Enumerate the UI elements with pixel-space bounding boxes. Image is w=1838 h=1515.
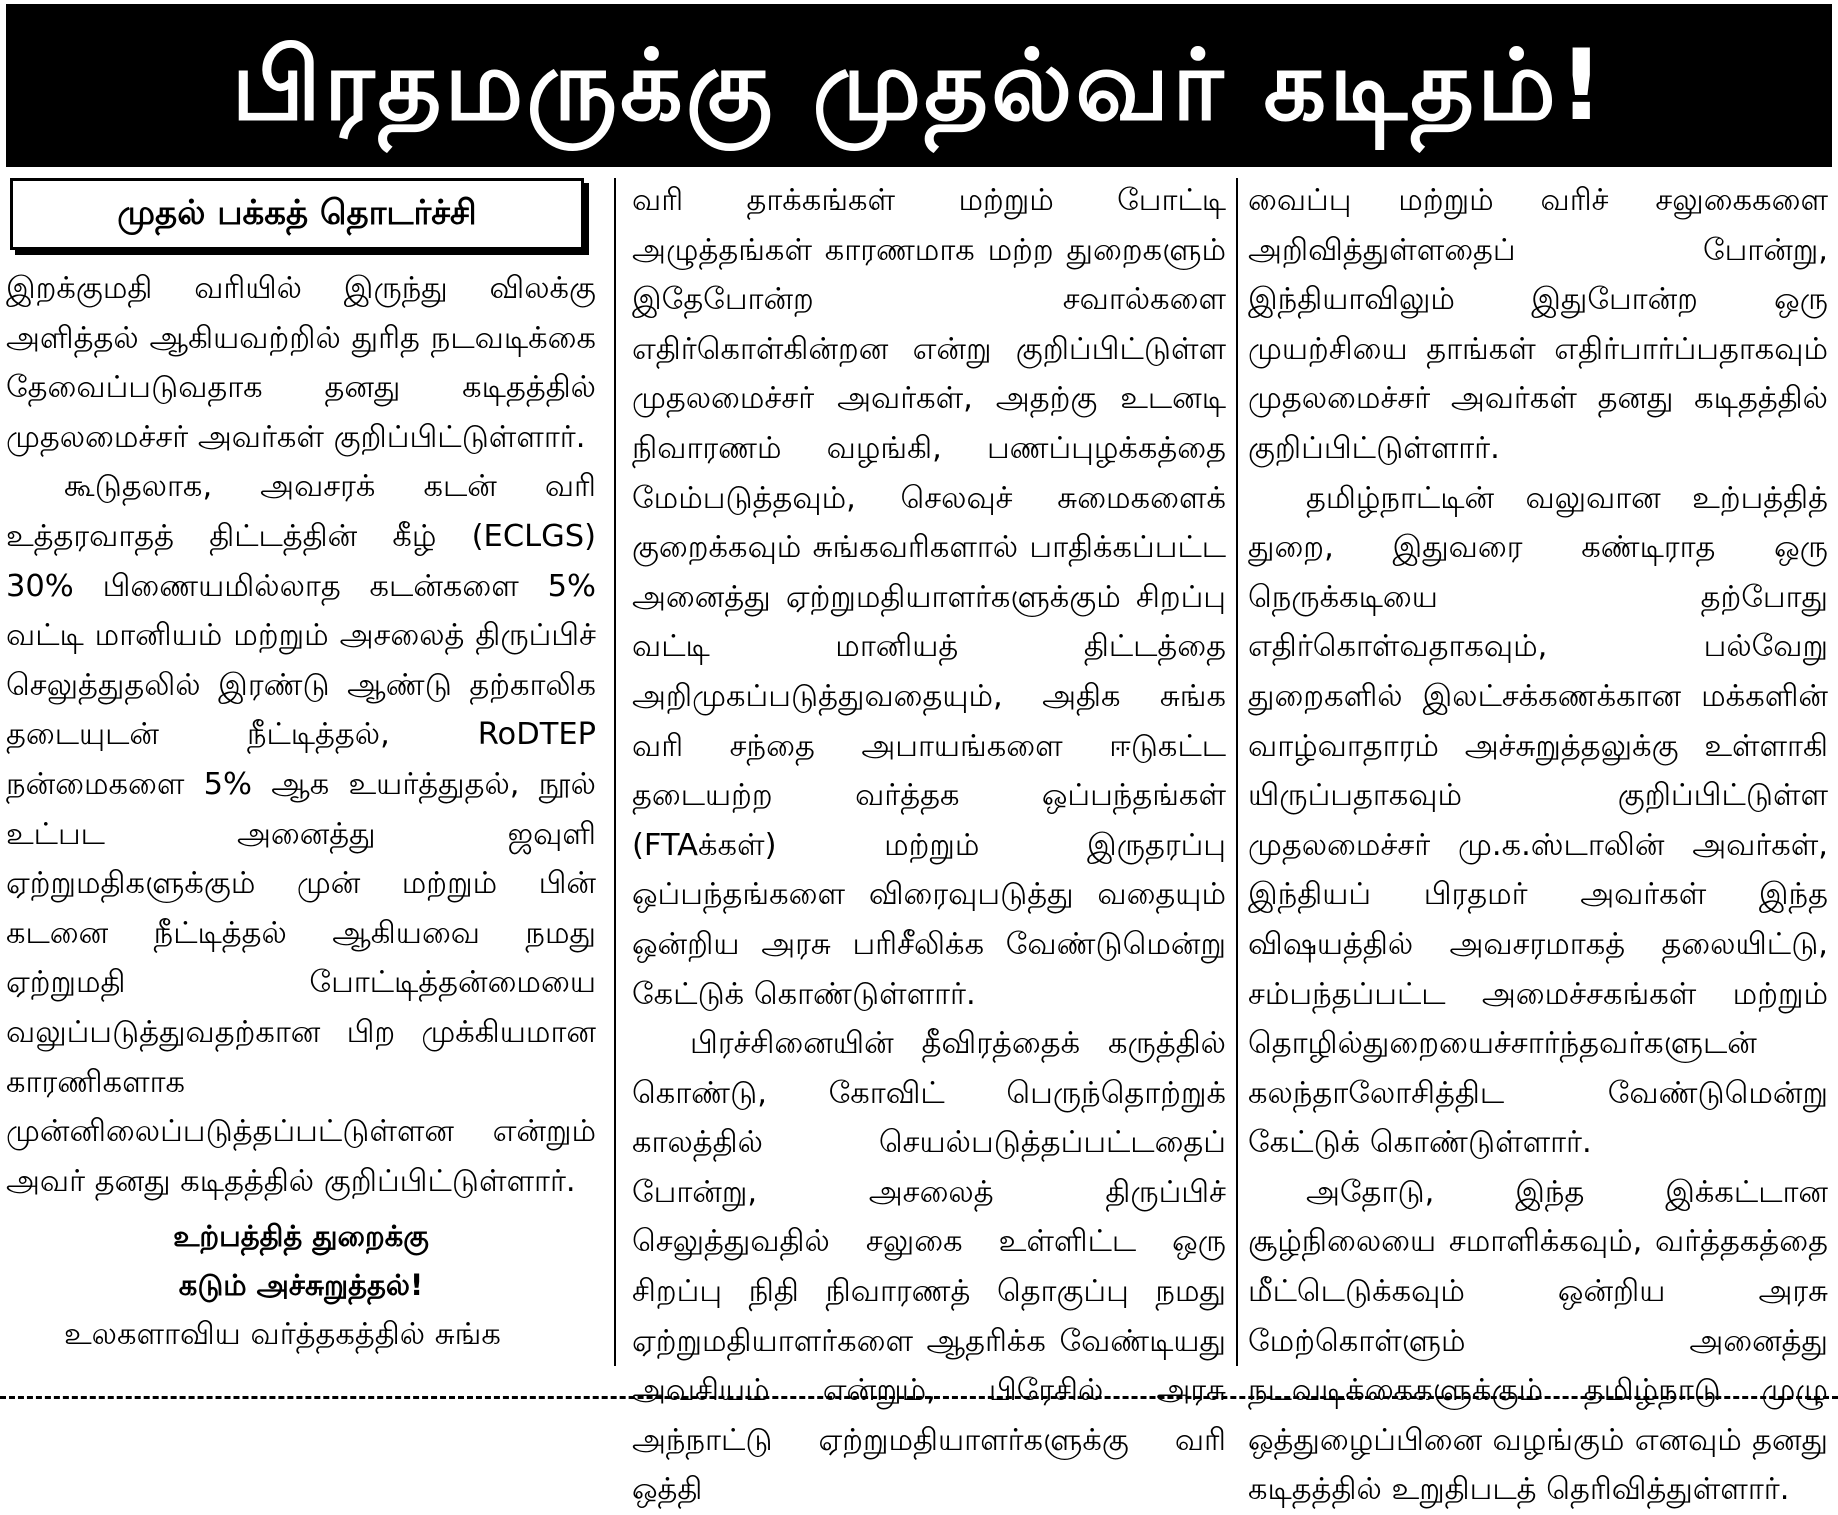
continued-from-front-page-label: முதல் பக்கத் தொடர்ச்சி (10, 178, 584, 250)
paragraph: வைப்பு மற்றும் வரிச் சலுகைகளை அறிவித்துள்ளதைப் போன்று, இந்தியாவிலும் இதுபோன்ற ஒரு முயற்சியை தாங்கள் எதிர்பார்ப்பதாகவும் முதலமைச்சர் அவர்கள் தனது கடிதத்தில் குறிப்பிட்டுள்ளார். (1248, 183, 1828, 466)
column-divider (614, 178, 616, 1366)
column-3 (1248, 176, 1828, 1515)
paragraph: இறக்குமதி வரியில் இருந்து விலக்கு அளித்தல் ஆகியவற்றில் துரித நடவடிக்கை தேவைப்படுவதாக தனது கடிதத்தில் முதலமைச்சர் அவர்கள் குறிப்பிட்டுள்ளார். (6, 271, 596, 455)
headline-banner (6, 4, 1832, 167)
subheading-line-1: உற்பத்தித் துறைக்கு (173, 1219, 429, 1254)
subheading-line-2: கடும் அச்சுறுத்தல்! (178, 1268, 424, 1303)
headline: பிரதமருக்கு முதல்வர் கடிதம்! (231, 28, 1607, 143)
paragraph: அதோடு, இந்த இக்கட்டான சூழ்நிலையை சமாளிக்கவும், வர்த்தகத்தை மீட்டெடுக்கவும் ஒன்றிய அரசு மேற்கொள்ளும் அனைத்து நடவடிக்கைகளுக்கும் தமிழ்நாடு முழு ஒத்துழைப்பினை வழங்கும் எனவும் தனது கடிதத்தில் உறுதிபடத் தெரிவித்துள்ளார். (1248, 1174, 1828, 1508)
column-1 (6, 178, 596, 1360)
paragraph: உலகளாவிய வர்த்தகத்தில் சுங்க (64, 1317, 501, 1353)
paragraph: கூடுதலாக, அவசரக் கடன் வரி உத்தரவாதத் திட்டத்தின் கீழ் (ECLGS) 30% பிணையமில்லாத கடன்களை 5% வட்டி மானியம் மற்றும் அசலைத் திருப்பிச் செலுத்துதலில் இரண்டு ஆண்டு தற்காலிக தடையுடன் நீட்டித்தல், RoDTEP நன்மைகளை 5% ஆக உயர்த்துதல், நூல் உட்பட அனைத்து ஜவுளி ஏற்றுமதிகளுக்கும் முன் மற்றும் பின் கடனை நீட்டித்தல் ஆகியவை நமது ஏற்றுமதி போட்டித்தன்மையை வலுப்படுத்துவதற்கான பிற முக்கியமான காரணிகளாக முன்னிலைப்படுத்தப்பட்டுள்ளன என்றும் அவர் தனது கடிதத்தில் குறிப்பிட்டுள்ளார். (6, 469, 596, 1199)
paragraph: பிரச்சினையின் தீவிரத்தைக் கருத்தில் கொண்டு, கோவிட் பெருந்தொற்றுக் காலத்தில் செயல்படுத்தப்பட்டதைப் போன்று, அசலைத் திருப்பிச் செலுத்துவதில் சலுகை உள்ளிட்ட ஒரு சிறப்பு நிதி நிவாரணத் தொகுப்பு நமது ஏற்றுமதியாளர்களை ஆதரிக்க வேண்டியது அவசியம் என்றும், பிரேசில் அரசு அந்நாட்டு ஏற்றுமதியாளர்களுக்கு வரி ஒத்தி (632, 1026, 1226, 1508)
paragraph: வரி தாக்கங்கள் மற்றும் போட்டி அழுத்தங்கள் காரணமாக மற்ற துறைகளும் இதேபோன்ற சவால்களை எதிர்கொள்கின்றன என்று குறிப்பிட்டுள்ள முதலமைச்சர் அவர்கள், அதற்கு உடனடி நிவாரணம் வழங்கி, பணப்புழக்கத்தை மேம்படுத்தவும், செலவுச் சுமைகளைக் குறைக்கவும் சுங்கவரிகளால் பாதிக்கப்பட்ட அனைத்து ஏற்றுமதியாளர்களுக்கும் சிறப்பு வட்டி மானியத் திட்டத்தை அறிமுகப்படுத்துவதையும், அதிக சுங்க வரி சந்தை அபாயங்களை ஈடுகட்ட தடையற்ற வர்த்தக ஒப்பந்தங்கள் (FTAக்கள்) மற்றும் இருதரப்பு ஒப்பந்தங்களை விரைவுபடுத்து வதையும் ஒன்றிய அரசு பரிசீலிக்க வேண்டுமென்று கேட்டுக் கொண்டுள்ளார். (632, 183, 1226, 1012)
cut-line (0, 1396, 1838, 1399)
column-divider (1236, 178, 1238, 1366)
column-2 (632, 176, 1226, 1515)
paragraph: தமிழ்நாட்டின் வலுவான உற்பத்தித் துறை, இதுவரை கண்டிராத ஒரு நெருக்கடியை தற்போது எதிர்கொள்வதாகவும், பல்வேறு துறைகளில் இலட்சக்கணக்கான மக்களின் வாழ்வாதாரம் அச்சுறுத்தலுக்கு உள்ளாகி யிருப்பதாகவும் குறிப்பிட்டுள்ள முதலமைச்சர் மு.க.ஸ்டாலின் அவர்கள், இந்தியப் பிரதமர் அவர்கள் இந்த விஷயத்தில் அவசரமாகத் தலையிட்டு, சம்பந்தப்பட்ட அமைச்சகங்கள் மற்றும் தொழில்துறையைச்சார்ந்தவர்களுடன் கலந்தாலோசித்திட வேண்டுமென்று கேட்டுக் கொண்டுள்ளார். (1248, 480, 1828, 1161)
